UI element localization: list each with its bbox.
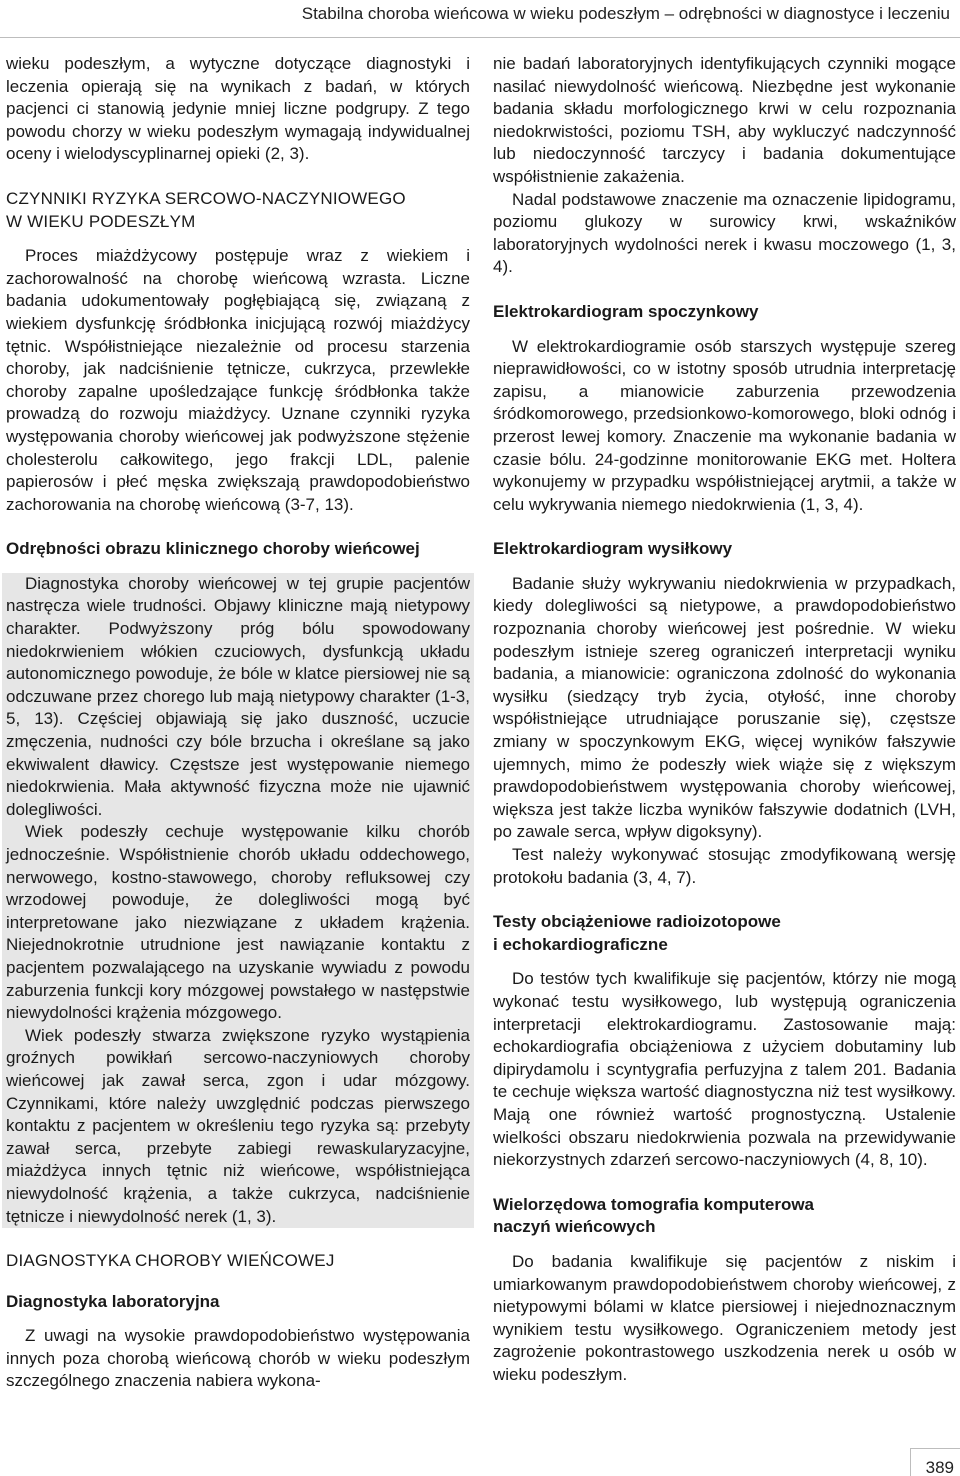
paragraph-risk-factors: Proces miażdżycowy postępuje wraz z wiekiem i zachorowalność na chorobę wieńcową wzrasta. Liczne badania udokumentowały pogłębiającą się, związaną z wiekiem dysfunkcję śródbłonka inicjującą rozwój miażdżycy tętnic. Współistniejące niezależnie od procesu starzenia choroby, jak nadciśnienie tętnicze, cukrzyca, przewlekłe choroby zapalne upośledzające funkcję śródbłonka także prowadzą do rozwoju miażdżycy. Uznane czynniki ryzyka występowania choroby wieńcowej jak podwyższone stężenie cholesterolu całkowitego, jego frakcji LDL, palenie papierosów i płeć męska zwiększają prawdopodobieństwo zachorowania na chorobę wieńcową (3-7, 13). xyxy=(6,246,470,514)
paragraph-ekg-stress-1: Badanie służy wykrywaniu niedokrwienia w przypadkach, kiedy dolegliwości są nietypowe, a prawdopodobieństwo rozpoznania choroby wieńcowej jest pośrednie. W wieku podeszłym istnieje szereg ograniczeń interpretacji wyniku badania, a mianowicie: ograniczona zdolność do wykonania wysiłku (siedzący tryb życia, otyłość, inne choroby współistniejące utrudniające poruszanie się), częstsze zmiany w spoczynkowym EKG, więcej wyników fałszywie ujemnych, mimo że podeszły wiek wiąże się z większym prawdopodobieństwem występowania choroby wieńcowej, większa jest także liczba wyników fałszywie dodatnich (LVH, po zawale serca, wpływ digoksyny). xyxy=(493,573,956,842)
heading-radioisotope-tests xyxy=(493,911,956,956)
heading-ekg-stress: Elektrokardiogram wysiłkowy xyxy=(493,539,733,559)
heading-radioisotope-line2: i echokardiograficzne xyxy=(493,934,668,954)
paragraph-ekg-stress-2: Test należy wykonywać stosując zmodyfikowaną wersję protokołu badania (3, 4, 7). xyxy=(493,845,956,887)
heading-risk-factors-line1: CZYNNIKI RYZYKA SERCOWO-NACZYNIOWEGO xyxy=(6,188,406,208)
heading-ct xyxy=(493,1194,956,1239)
page-number: 389 xyxy=(925,1458,954,1476)
paragraph-laboratory-continued: nie badań laboratoryjnych identyfikujących czynniki mogące nasilać niewydolność wieńcową. Niezbędne jest wykonanie badania składu morfologicznego krwi w celu rozpoznania niedokrwistości, poziomu TSH, aby wykluczyć nadczynność lub niedoczynność tarczycy i badania dokumentujące współistnienie zakażenia. xyxy=(493,54,956,186)
heading-risk-factors-line2: W WIEKU PODESZŁYM xyxy=(6,211,196,231)
paragraph-clinical-3: Wiek podeszły stwarza zwiększone ryzyko wystąpienia groźnych powikłań sercowo-naczyniowych choroby wieńcowej jak zawał serca, zgon i udar mózgowy. Czynnikami, które należy uwzględnić podczas pierwszego kontaktu z pacjentem w określeniu tego ryzyka są: przebyty zawał serca, przebyte zabiegi rewaskularyzacyjne, miażdżyca innych tętnic niż wieńcowe, współistniejąca niewydolność krążenia, a także cukrzyca, nadciśnienie tętnicze i niewydolność nerek (1, 3). xyxy=(6,1025,470,1226)
running-head xyxy=(0,0,960,38)
heading-diagnostics: DIAGNOSTYKA CHOROBY WIEŃCOWEJ xyxy=(6,1251,335,1271)
paragraph-clinical-2: Wiek podeszły cechuje występowanie kilku chorób jednocześnie. Współistnienie chorób układu oddechowego, nerwowego, kostno-stawowego, choroby refluksowej czy wrzodowej powoduje, że dolegliwości mogą być interpretowane jako niezwiązane z układem krążenia. Niejednokrotnie utrudnione jest nawiązanie kontaktu z pacjentem pozwalającego na uzyskanie wywiadu z powodu zaburzenia funkcji kory mózgowej powstałego w następstwie niewydolności krążenia mózgowego. xyxy=(6,822,470,1023)
paragraph-clinical-1: Diagnostyka choroby wieńcowej w tej grupie pacjentów nastręcza wiele trudności. Objawy kliniczne mają nietypowy charakter. Podwyższony próg bólu spowodowany niedokrwieniem włókien czuciowych, dysfunkcją układu autonomicznego powoduje, że bóle w klatce piersiowej nie są odczuwane przez chorego lub mają nietypowy charakter (1-3, 5, 13). Częściej objawiają się jako duszność, uczucie zmęczenia, nudności czy bóle brzucha i określane są jako ekwiwalent dławicy. Częstsze jest występowanie niemego niedokrwienia. Mała aktywność fizyczna może nie ujawnić dolegliwości. xyxy=(6,573,470,819)
heading-radioisotope-line1: Testy obciążeniowe radioizotopowe xyxy=(493,912,781,932)
paragraph-ekg-rest: W elektrokardiogramie osób starszych występuje szereg nieprawidłowości, co w istotny sposób utrudnia interpretację zapisu, a mianowicie zaburzenia przewodzenia śródkomorowego, przedsionkowo-komorowego, bloki odnóg i przerost lewej komory. Znaczenie ma wykonanie badania w czasie bólu. 24-godzinne monitorowanie EKG met. Holtera wykonujemy w przypadku współistniejącej arytmii, a także w celu wykrywania niemego niedokrwienia (1, 3, 4). xyxy=(493,336,956,514)
heading-risk-factors xyxy=(6,188,470,233)
right-column xyxy=(493,53,956,1386)
heading-ct-line1: Wielorzędowa tomografia komputerowa xyxy=(493,1194,814,1214)
running-head-title: Stabilna choroba wieńcowa w wieku podeszłym – odrębności w diagnostyce i leczeniu xyxy=(301,4,950,23)
paragraph-laboratory-2: Nadal podstawowe znaczenie ma oznaczenie lipidogramu, poziomu glukozy w surowicy krwi, wskaźników laboratoryjnych wydolności nerek i kwasu moczowego (1, 3, 4). xyxy=(493,189,956,277)
shaded-box xyxy=(2,573,474,1228)
left-column xyxy=(6,53,470,1393)
heading-clinical-picture: Odrębności obrazu klinicznego choroby wieńcowej xyxy=(6,539,420,559)
heading-laboratory: Diagnostyka laboratoryjna xyxy=(6,1291,220,1311)
paragraph-radioisotope: Do testów tych kwalifikuje się pacjentów, którzy nie mogą wykonać testu wysiłkowego, lub występują ograniczenia interpretacji elektrokardiogramu. Zastosowanie mają: echokardiografia obciążeniowa z użyciem dobutaminy lub dipirydamolu i scyntygrafia perfuzyjna z talem 201. Badania te cechuje większa wartość diagnostyczna niż test wysiłkowy. Mają one również wartość prognostyczną. Ustalenie wielkości obszaru niedokrwienia pozwala na przewidywanie niekorzystnych zdarzeń sercowo-naczyniowych (4, 8, 10). xyxy=(493,969,956,1170)
paragraph-intro: wieku podeszłym, a wytyczne dotyczące diagnostyki i leczenia opierają się na wynikach z badań, w których pacjenci ci stanowią jedynie mniej liczne podgrupy. Z tego powodu chorzy w wieku podeszłym wymagają indywidualnej oceny i wielodyscyplinarnej opieki (2, 3). xyxy=(6,54,470,164)
heading-ekg-rest: Elektrokardiogram spoczynkowy xyxy=(493,301,759,321)
paragraph-ct: Do badania kwalifikuje się pacjentów z niskim i umiarkowanym prawdopodobieństwem choroby wieńcowej, z nietypowymi bólami w klatce piersiowej i niejednoznacznym wynikiem testu wysiłkowego. Ograniczeniem metody jest zagrożenie pokontrastowego uszkodzenia nerek u osób w wieku podeszłym. xyxy=(493,1251,956,1384)
paragraph-laboratory: Z uwagi na wysokie prawdopodobieństwo występowania innych poza chorobą wieńcową chorób w wieku podeszłym szczególnego znaczenia nabiera wykona- xyxy=(6,1326,470,1391)
heading-ct-line2: naczyń wieńcowych xyxy=(493,1217,656,1237)
